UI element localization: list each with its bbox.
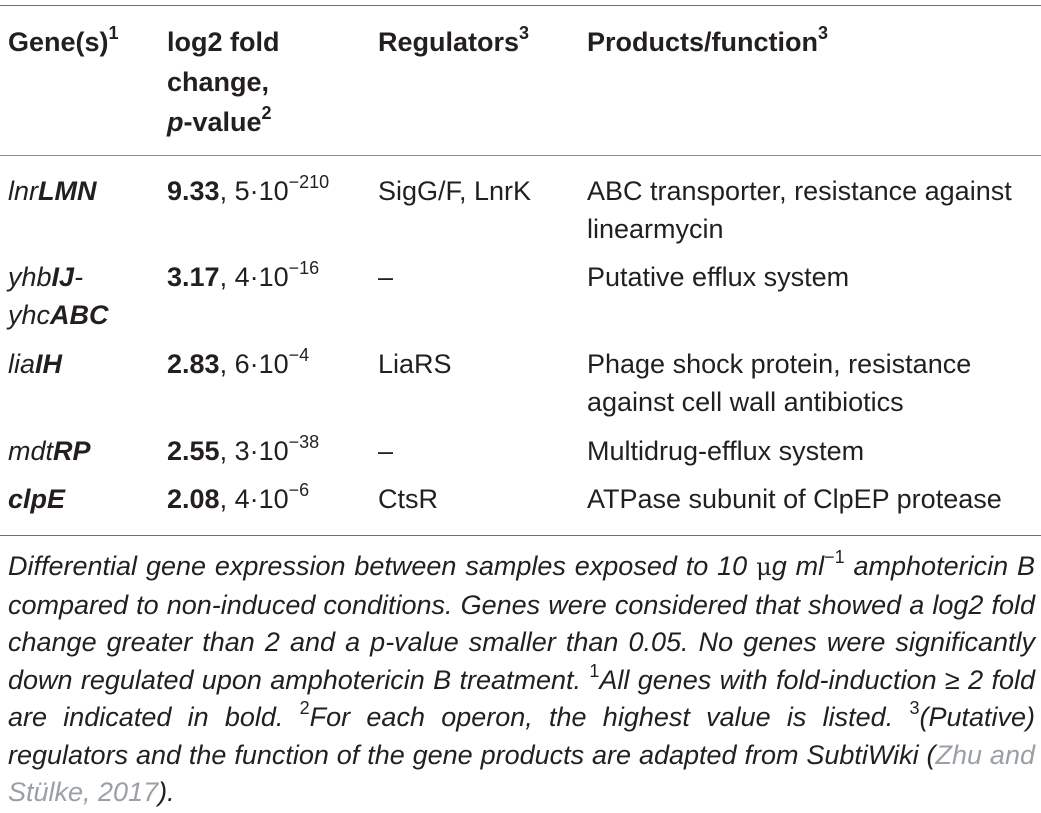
table-row-products: ATPase subunit of ClpEP protease bbox=[587, 484, 1002, 514]
footnote-n2: 2 bbox=[299, 698, 310, 718]
header-fold-value: -value bbox=[183, 107, 262, 137]
gene-plain: lnr bbox=[8, 176, 39, 206]
table-row-products: Phage shock protein, resistance against cell wall antibiotics bbox=[587, 349, 972, 417]
p-base: , 5·10 bbox=[219, 176, 289, 206]
gene-bold: IJ bbox=[51, 262, 75, 292]
footnote-part2-sup: −1 bbox=[824, 547, 845, 567]
p-base: , 4·10 bbox=[219, 262, 289, 292]
table-row-regulators: SigG/F, LnrK bbox=[378, 176, 532, 206]
fold-value: 9.33 bbox=[167, 176, 220, 206]
gene-bold: clpE bbox=[8, 484, 66, 514]
table-row-gene bbox=[8, 432, 91, 470]
header-regulators-text: Regulators bbox=[378, 27, 520, 57]
table-row-products: Multidrug-efflux system bbox=[587, 436, 865, 466]
header-genes-sup: 1 bbox=[108, 23, 119, 43]
table-row-products: ABC transporter, resistance against linearmycin bbox=[587, 176, 1012, 244]
citation-link[interactable]: Zhu and Stülke, 2017 bbox=[8, 739, 1035, 807]
header-rule bbox=[0, 155, 1041, 156]
fold-value: 3.17 bbox=[167, 262, 220, 292]
footnote-note1: All genes with fold-induction ≥ 2 fold are indicated in bold. bbox=[8, 664, 1035, 732]
gene-plain: lia bbox=[8, 349, 36, 379]
gene-plain: yhb bbox=[8, 262, 52, 292]
table-row-fold bbox=[167, 432, 319, 470]
footnote-note2: For each operon, the highest value is listed. bbox=[309, 702, 910, 732]
header-fold-line3 bbox=[167, 102, 279, 142]
footnote-part3: amphotericin B compared to non-induced conditions. Genes were considered that showed a log2 fold change greater than 2 and a p-value smaller than 0.05. No genes were significantly down regulated upon amphotericin B treatment. bbox=[8, 551, 1035, 695]
table-row-gene: yhbIJ- yhcABC bbox=[8, 262, 109, 330]
fold-value: 2.55 bbox=[167, 436, 220, 466]
p-base: , 4·10 bbox=[219, 484, 289, 514]
p-exp: −16 bbox=[288, 258, 320, 278]
gene-bold: LMN bbox=[38, 176, 97, 206]
footnote-part1: Differential gene expression between samples exposed to 10 bbox=[8, 551, 757, 581]
gene-plain-2: yhc bbox=[8, 300, 51, 330]
table-row-regulators: CtsR bbox=[378, 484, 438, 514]
header-fold-change bbox=[167, 22, 279, 142]
gene-bold: RP bbox=[53, 436, 91, 466]
header-genes-text: Gene(s) bbox=[8, 27, 109, 57]
header-products bbox=[587, 22, 828, 62]
gene-bold-2: ABC bbox=[50, 300, 109, 330]
header-fold-line1: log2 fold bbox=[167, 27, 280, 57]
p-base: , 3·10 bbox=[219, 436, 289, 466]
table-row-fold bbox=[167, 345, 309, 383]
header-genes bbox=[8, 22, 119, 62]
fold-value: 2.08 bbox=[167, 484, 220, 514]
header-fold-sup: 2 bbox=[261, 103, 272, 123]
table-bottom-rule bbox=[0, 535, 1041, 536]
table-row-gene bbox=[8, 172, 97, 210]
table-row-gene bbox=[8, 345, 62, 383]
footnote-note3: (Putative) regulators and the function of the gene products are adapted from SubtiWiki ( bbox=[8, 702, 1036, 770]
header-regulators-sup: 3 bbox=[519, 23, 530, 43]
table-row-fold bbox=[167, 172, 329, 210]
header-products-text: Products/function bbox=[587, 27, 818, 57]
table-row-regulators: – bbox=[378, 262, 394, 292]
table-row-regulators: LiaRS bbox=[378, 349, 452, 379]
footnote-mu: μ bbox=[756, 553, 772, 581]
header-products-sup: 3 bbox=[818, 23, 829, 43]
table-footnote bbox=[8, 548, 1035, 812]
p-base: , 6·10 bbox=[219, 349, 289, 379]
table-top-rule bbox=[0, 5, 1041, 6]
p-exp: −4 bbox=[288, 345, 310, 365]
table-row-gene bbox=[8, 480, 65, 518]
table-row-products: Putative efflux system bbox=[587, 262, 850, 292]
table-row-fold bbox=[167, 258, 319, 296]
gene-plain: mdt bbox=[8, 436, 54, 466]
table-row-fold bbox=[167, 480, 309, 518]
table-row-regulators: – bbox=[378, 436, 394, 466]
p-exp: −38 bbox=[288, 432, 320, 452]
gene-bold: IH bbox=[35, 349, 63, 379]
p-exp: −210 bbox=[288, 172, 330, 192]
header-fold-p: p bbox=[167, 107, 184, 137]
footnote-n3: 3 bbox=[909, 698, 920, 718]
footnote-note3-end: ). bbox=[158, 777, 175, 807]
header-fold-line2: change, bbox=[167, 67, 270, 97]
fold-value: 2.83 bbox=[167, 349, 220, 379]
footnote-part2: g ml bbox=[771, 551, 825, 581]
p-exp: −6 bbox=[288, 480, 310, 500]
header-regulators bbox=[378, 22, 529, 62]
footnote-n1: 1 bbox=[589, 660, 600, 681]
